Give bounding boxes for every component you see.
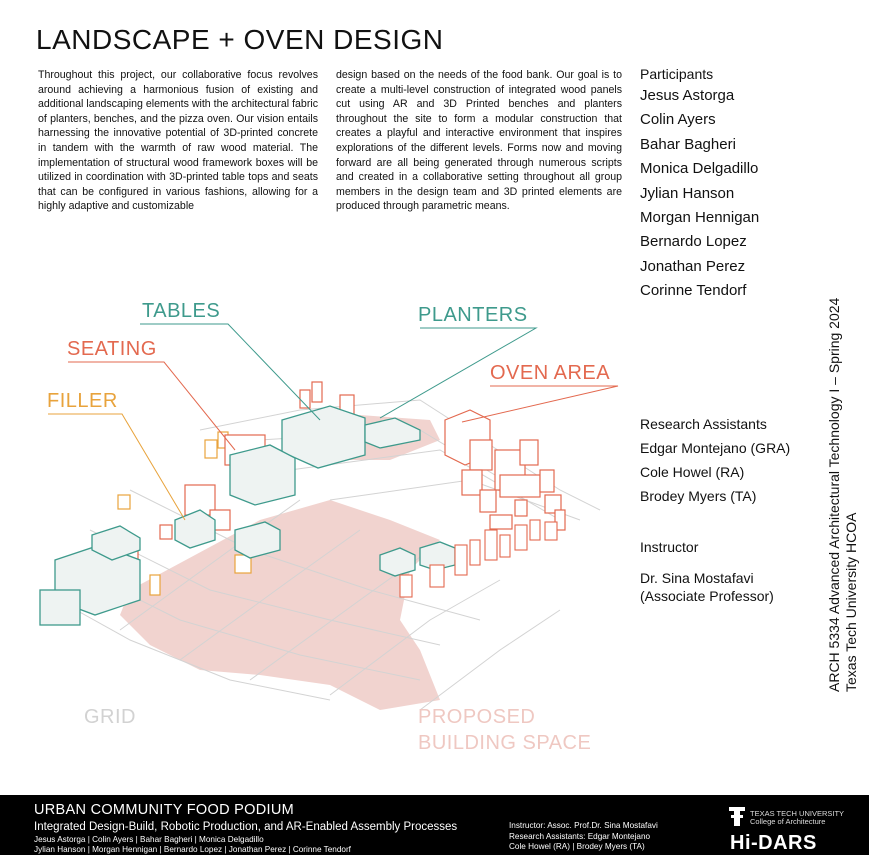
college-name (750, 810, 844, 826)
label-building-line1: PROPOSED (418, 706, 536, 728)
footer-credit-ra: Research Assistants: Edgar Montejano (509, 831, 651, 841)
footer-credits (509, 821, 658, 853)
label-filler: FILLER (47, 390, 118, 412)
footer-credit-ta: Cole Howel (RA) | Brodey Myers (TA) (509, 842, 645, 852)
logo-university: TEXAS TECH UNIVERSITY (750, 809, 845, 818)
instructor-block (640, 535, 774, 605)
footer-names-line2: Jylian Hanson | Morgan Hennigan | Bernardo Lopez | Jonathan Perez | Corinne Tendorf (34, 844, 351, 854)
participant-name: Jylian Hanson (640, 184, 735, 202)
footer-credit-instructor: Instructor: Assoc. Prof.Dr. Sina Mostafavi (509, 821, 658, 830)
footer-names (34, 835, 351, 854)
participant-name: Corinne Tendorf (640, 282, 747, 300)
course-title: ARCH 5334 Advanced Architectural Technology I – Spring 2024 (826, 297, 842, 692)
participant-name: Jesus Astorga (640, 87, 735, 104)
course-vertical-label (826, 298, 860, 692)
footer-subtitle: Integrated Design-Build, Robotic Production, and AR-Enabled Assembly Processes (34, 821, 458, 833)
instructor-header: Instructor (640, 539, 699, 555)
participant-name: Monica Delgadillo (640, 160, 759, 178)
label-oven-area: OVEN AREA (490, 362, 611, 384)
university-name: Texas Tech University HCOA (843, 512, 859, 692)
intro-paragraph-right: design based on the needs of the food bank. Our goal is to create a multi-level construction of integrated wood panels cut using AR and 3D Printed benches and planters throughout the site to form a modular construction that creates a playful and interactive environment that inspires explorations of the different levels. Forms now and moving forward are all being generated through numerous scripts and created in a collaborative setting throughout all group members in the design team and 3D printed elements are produced through parametric means. (336, 69, 622, 213)
research-assistant-name: Edgar Montejano (GRA) (640, 440, 791, 456)
college-logo (728, 804, 848, 854)
label-planters: PLANTERS (418, 304, 528, 326)
label-seating: SEATING (67, 338, 157, 360)
footer-bar (0, 795, 869, 855)
texas-tech-icon (728, 806, 746, 828)
participant-name: Bahar Bagheri (640, 135, 736, 153)
site-axonometric-diagram (0, 290, 640, 770)
research-assistants-list (640, 412, 790, 508)
instructor-name: Dr. Sina Mostafavi (640, 570, 754, 586)
page-title: LANDSCAPE + OVEN DESIGN (36, 24, 444, 55)
oven-area-boxes (445, 410, 565, 530)
label-grid: GRID (84, 706, 136, 728)
participants-header: Participants (640, 66, 714, 82)
intro-paragraph-left: Throughout this project, our collaborative focus revolves around achieving a harmonious fusion of existing and additional landscaping elements with the architectural fabric of planters, benches, and the pizza oven. Our vision entails harnessing the innovative potential of 3D-printed concrete in tandem with the warmth of raw wood material. The implementation of structural wood framework boxes will be utilized in coordination with 3D-printed table tops and seats that can be configured in various fashions, allowing for a highly adaptive and customizable (38, 69, 318, 213)
research-assistants-header: Research Assistants (640, 416, 767, 432)
research-assistant-name: Cole Howel (RA) (640, 464, 745, 480)
participant-name: Colin Ayers (640, 111, 716, 129)
research-assistant-name: Brodey Myers (TA) (640, 488, 757, 504)
participant-name: Jonathan Perez (640, 257, 746, 275)
label-tables: TABLES (142, 300, 221, 322)
footer-names-line1: Jesus Astorga | Colin Ayers | Bahar Bagheri | Monica Delgadillo (34, 835, 264, 844)
participant-name: Bernardo Lopez (640, 233, 747, 251)
participants-list (640, 64, 759, 304)
label-building-line2: BUILDING SPACE (418, 732, 592, 754)
footer-title: URBAN COMMUNITY FOOD PODIUM (34, 802, 294, 818)
instructor-role: (Associate Professor) (640, 588, 774, 604)
participant-name: Morgan Hennigan (640, 209, 760, 227)
logo-college: College of Architecture (750, 817, 826, 826)
hi-dars-logo: Hi-DARS (730, 832, 817, 854)
